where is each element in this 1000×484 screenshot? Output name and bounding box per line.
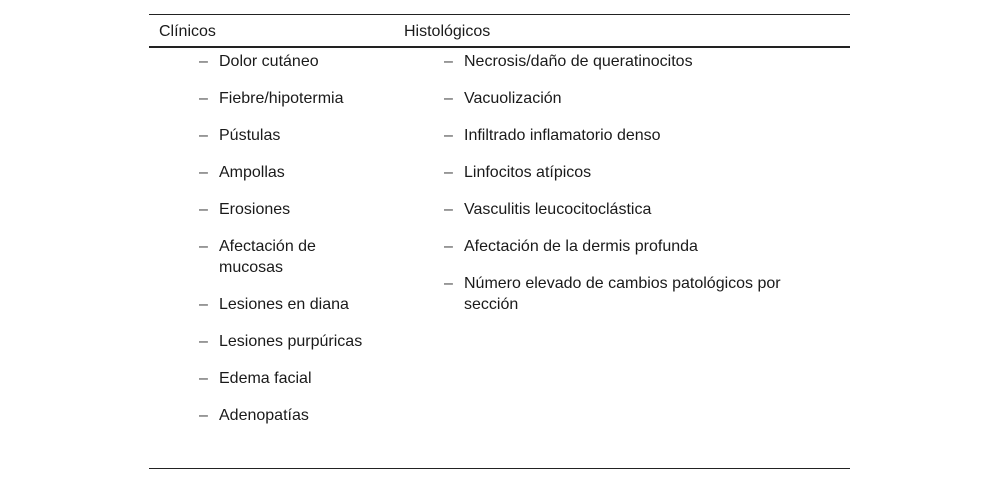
list-item-label: Lesiones en diana — [219, 296, 349, 313]
dash-bullet: – — [444, 275, 453, 292]
list-item — [444, 162, 804, 183]
list-item-label: Dolor cutáneo — [219, 53, 319, 70]
list-item-label: Adenopatías — [219, 407, 309, 424]
list-item — [199, 294, 379, 315]
list-item — [444, 199, 804, 220]
dash-bullet: – — [199, 370, 208, 387]
list-item-label: Erosiones — [219, 201, 291, 218]
list-item — [199, 368, 379, 389]
list-item-label: Vasculitis leucocitoclástica — [464, 201, 652, 218]
list-item — [444, 88, 804, 109]
dash-bullet: – — [199, 53, 208, 70]
dash-bullet: – — [199, 238, 208, 255]
dash-bullet: – — [199, 296, 208, 313]
list-item — [199, 88, 379, 109]
list-item — [199, 162, 379, 183]
clinicos-list — [199, 51, 379, 442]
list-item — [199, 199, 379, 220]
dash-bullet: – — [444, 90, 453, 107]
table-header-row — [149, 15, 850, 48]
list-item-label: Lesiones purpúricas — [219, 333, 363, 350]
list-item — [199, 51, 379, 72]
list-item — [444, 125, 804, 146]
list-item-label: Infiltrado inflamatorio denso — [464, 127, 661, 144]
histologicos-list — [444, 51, 804, 331]
dash-bullet: – — [444, 201, 453, 218]
dash-bullet: – — [199, 407, 208, 424]
list-item — [444, 273, 804, 315]
list-item-label: Vacuolización — [464, 90, 562, 107]
list-item — [444, 236, 804, 257]
dash-bullet: – — [199, 333, 208, 350]
list-item — [199, 331, 379, 352]
list-item — [199, 405, 379, 426]
list-item — [199, 125, 379, 146]
dash-bullet: – — [444, 53, 453, 70]
list-item-label: Ampollas — [219, 164, 285, 181]
list-item-label: Pústulas — [219, 127, 281, 144]
dash-bullet: – — [444, 127, 453, 144]
list-item-label: Necrosis/daño de queratinocitos — [464, 53, 693, 70]
list-item-label: Linfocitos atípicos — [464, 164, 592, 181]
dash-bullet: – — [199, 201, 208, 218]
list-item — [199, 236, 379, 278]
dash-bullet: – — [199, 90, 208, 107]
list-item-label: Edema facial — [219, 370, 312, 387]
column-header-clinicos: Clínicos — [159, 23, 216, 40]
dash-bullet: – — [444, 238, 453, 255]
criteria-table — [149, 14, 850, 469]
list-item — [444, 51, 804, 72]
dash-bullet: – — [199, 127, 208, 144]
list-item-label: Afectación de la dermis profunda — [464, 238, 698, 255]
list-item-label: Fiebre/hipotermia — [219, 90, 344, 107]
list-item-label: Número elevado de cambios patológicos por sección — [464, 275, 781, 313]
column-header-histologicos: Histológicos — [404, 23, 491, 40]
list-item-label: Afectación de mucosas — [219, 238, 316, 276]
dash-bullet: – — [199, 164, 208, 181]
dash-bullet: – — [444, 164, 453, 181]
